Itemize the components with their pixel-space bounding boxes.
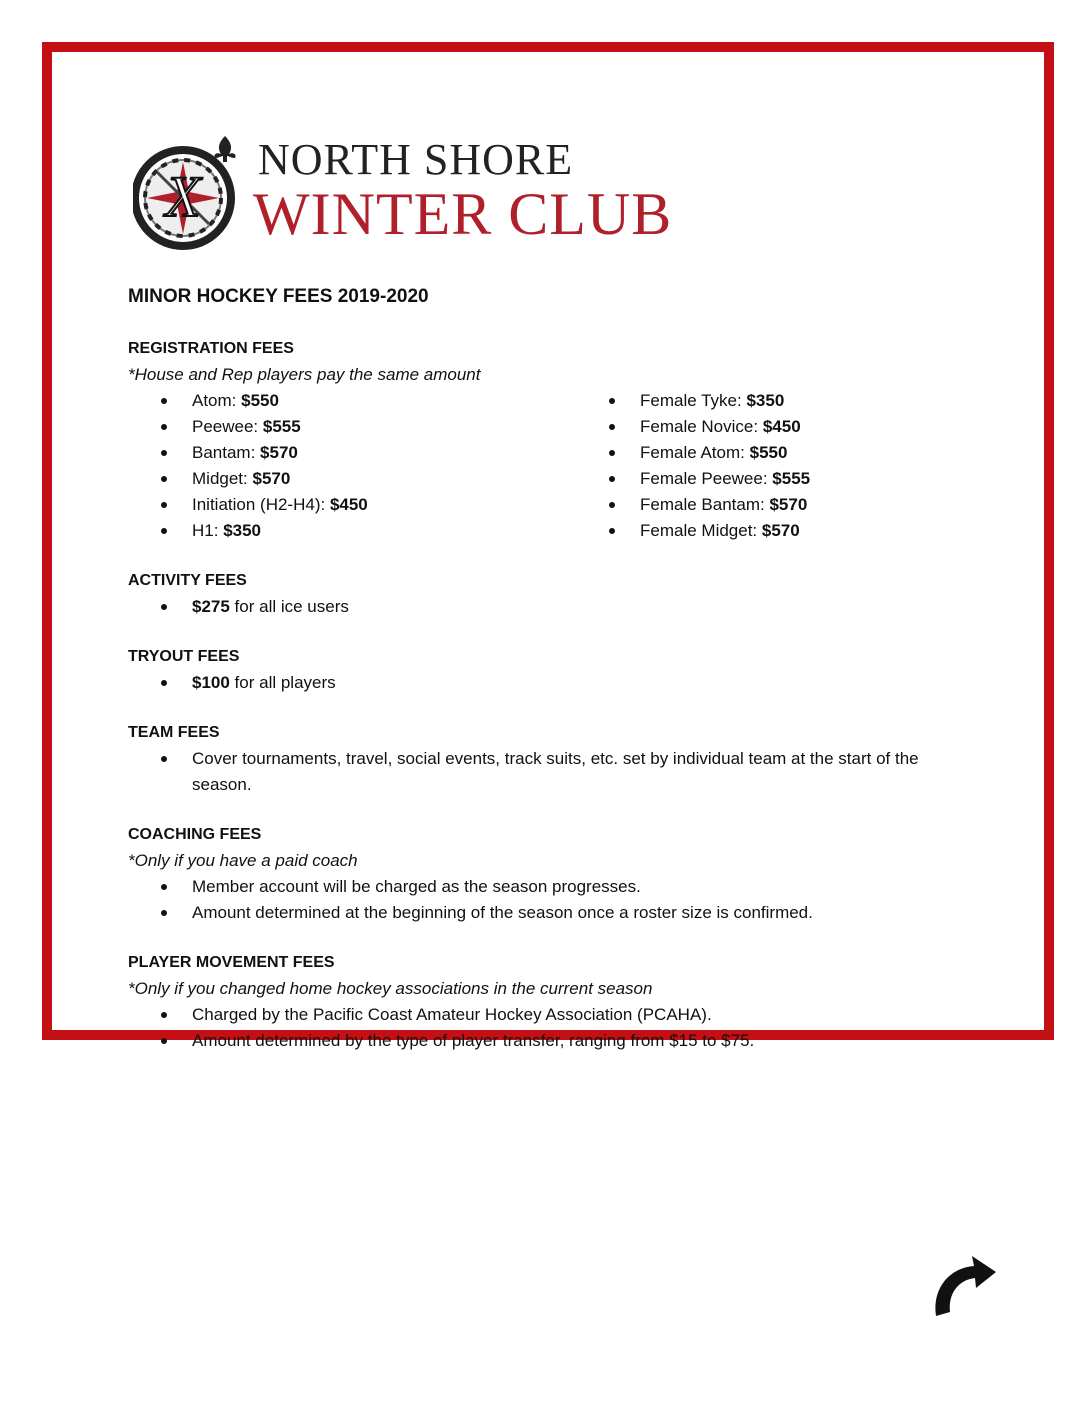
section-heading: REGISTRATION FEES [128,340,294,357]
list-item: Female Tyke: $350 [576,388,968,414]
bullet-icon [161,528,167,534]
list-item: Cover tournaments, travel, social events, track suits, etc. set by individual team at the start of the season. [128,746,968,798]
activity-list [128,594,968,620]
list-item: Amount determined by the type of player transfer, ranging from $15 to $75. [128,1028,968,1054]
compass-emblem-icon [133,132,245,250]
tryout-section [128,644,968,696]
bullet-icon [609,450,615,456]
curved-arrow-icon[interactable] [928,1250,1000,1322]
section-note: *House and Rep players pay the same amount [128,365,481,384]
bullet-icon [161,604,167,610]
section-heading: PLAYER MOVEMENT FEES [128,954,335,971]
registration-section [128,336,968,544]
logo-line-1: NORTH SHORE [258,135,574,184]
list-item: H1: $350 [128,518,576,544]
team-section [128,720,968,798]
page-title: MINOR HOCKEY FEES 2019-2020 [128,286,429,307]
list-item: $100 for all players [128,670,968,696]
section-heading: COACHING FEES [128,826,262,843]
list-item: Female Bantam: $570 [576,492,968,518]
activity-section [128,568,968,620]
bullet-icon [609,502,615,508]
section-heading: ACTIVITY FEES [128,572,247,589]
list-item: Initiation (H2-H4): $450 [128,492,576,518]
bullet-icon [161,910,167,916]
list-item: Charged by the Pacific Coast Amateur Hockey Association (PCAHA). [128,1002,968,1028]
section-heading: TRYOUT FEES [128,648,240,665]
list-item: Atom: $550 [128,388,576,414]
bullet-icon [161,398,167,404]
team-list [128,746,968,798]
list-item: Midget: $570 [128,466,576,492]
registration-columns [128,388,968,544]
bullet-icon [161,424,167,430]
movement-list [128,1002,968,1054]
list-item: Female Peewee: $555 [576,466,968,492]
registration-list-right [576,388,968,544]
bullet-icon [609,476,615,482]
registration-list-left [128,388,576,544]
movement-section [128,950,968,1054]
logo-line-2: WINTER CLUB [253,181,673,247]
list-item: Bantam: $570 [128,440,576,466]
list-item: Female Midget: $570 [576,518,968,544]
bullet-icon [161,1012,167,1018]
list-item: Amount determined at the beginning of the season once a roster size is confirmed. [128,900,968,926]
bullet-icon [161,450,167,456]
list-item: Female Novice: $450 [576,414,968,440]
coaching-section [128,822,968,926]
section-note: *Only if you changed home hockey associations in the current season [128,979,653,998]
section-heading: TEAM FEES [128,724,220,741]
bullet-icon [161,680,167,686]
club-logo [133,132,733,252]
bullet-icon [161,476,167,482]
tryout-list [128,670,968,696]
list-item: Peewee: $555 [128,414,576,440]
list-item: Member account will be charged as the season progresses. [128,874,968,900]
bullet-icon [161,1038,167,1044]
list-item: $275 for all ice users [128,594,968,620]
list-item: Female Atom: $550 [576,440,968,466]
coaching-list [128,874,968,926]
emblem-letter: X [165,164,201,229]
bullet-icon [609,398,615,404]
document-body [128,284,968,1078]
section-note: *Only if you have a paid coach [128,851,358,870]
bullet-icon [609,424,615,430]
bullet-icon [161,502,167,508]
bullet-icon [161,884,167,890]
bullet-icon [609,528,615,534]
bullet-icon [161,756,167,762]
